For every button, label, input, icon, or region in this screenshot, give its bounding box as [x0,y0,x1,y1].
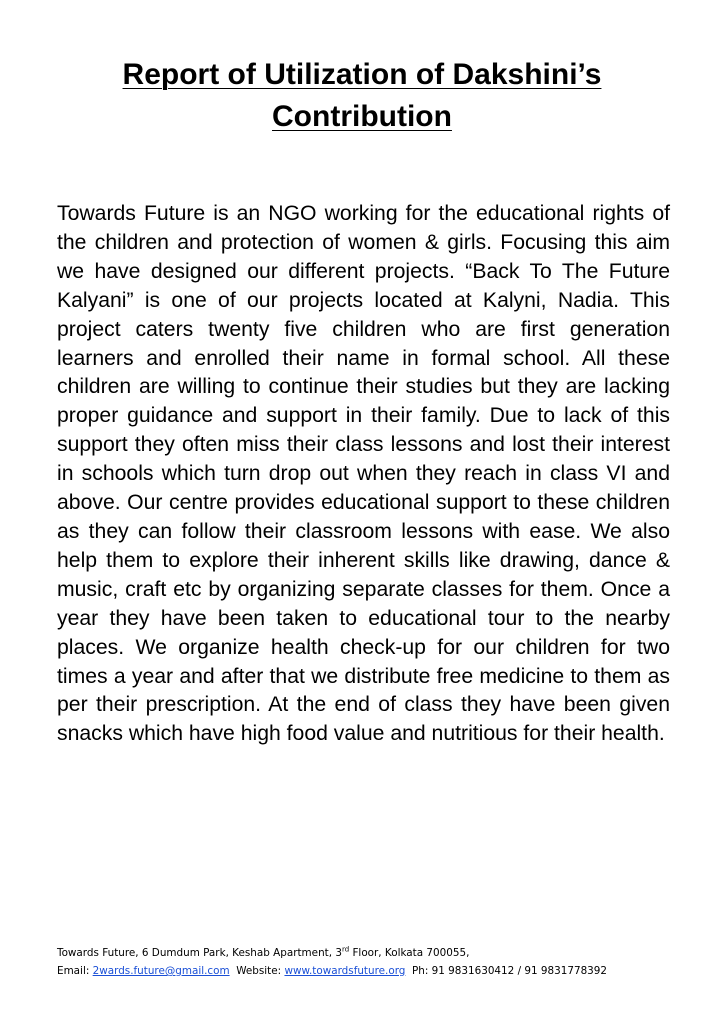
footer-address-end: Floor, Kolkata 700055, [349,947,470,959]
footer-email-link[interactable]: 2wards.future@gmail.com [92,965,230,977]
footer-address-superscript: rd [341,945,350,954]
footer-address-line [57,944,697,962]
footer-email-label: Email: [57,965,93,977]
footer-website-link[interactable]: www.towardsfuture.org [284,965,406,977]
document-title [60,54,664,138]
footer-website-label: Website: [229,965,285,977]
footer-address: Towards Future, 6 Dumdum Park, Keshab Apartment, 3 [57,947,342,959]
body-paragraph: Towards Future is an NGO working for the educational rights of the children and protection of women & girls. Focusing this aim we have designed our different projects. “Back To The Future Kalyani” is one of our projects located at Kalyni, Nadia. This project caters twenty five children who are first generation learners and enrolled their name in formal school. All these children are willing to continue their studies but they are lacking proper guidance and support in their family. Due to lack of this support they often miss their class lessons and lost their interest in schools which turn drop out when they reach in class VI and above. Our centre provides educational support to these children as they can follow their classroom lessons with ease. We also help them to explore their inherent skills like drawing, dance & music, craft etc by organizing separate classes for them. Once a year they have been taken to educational tour to the nearby places. We organize health check-up for our children for two times a year and after that we distribute free medicine to them as per their prescription. At the end of class they have been given snacks which have high food value and nutritious for their health. [57,202,670,746]
footer-contact-line [57,962,697,980]
title-line-2: Contribution [272,100,452,133]
footer [57,944,697,980]
title-line-1: Report of Utilization of Dakshini’s [122,58,602,91]
footer-phone: Ph: 91 9831630412 / 91 9831778392 [405,965,608,977]
